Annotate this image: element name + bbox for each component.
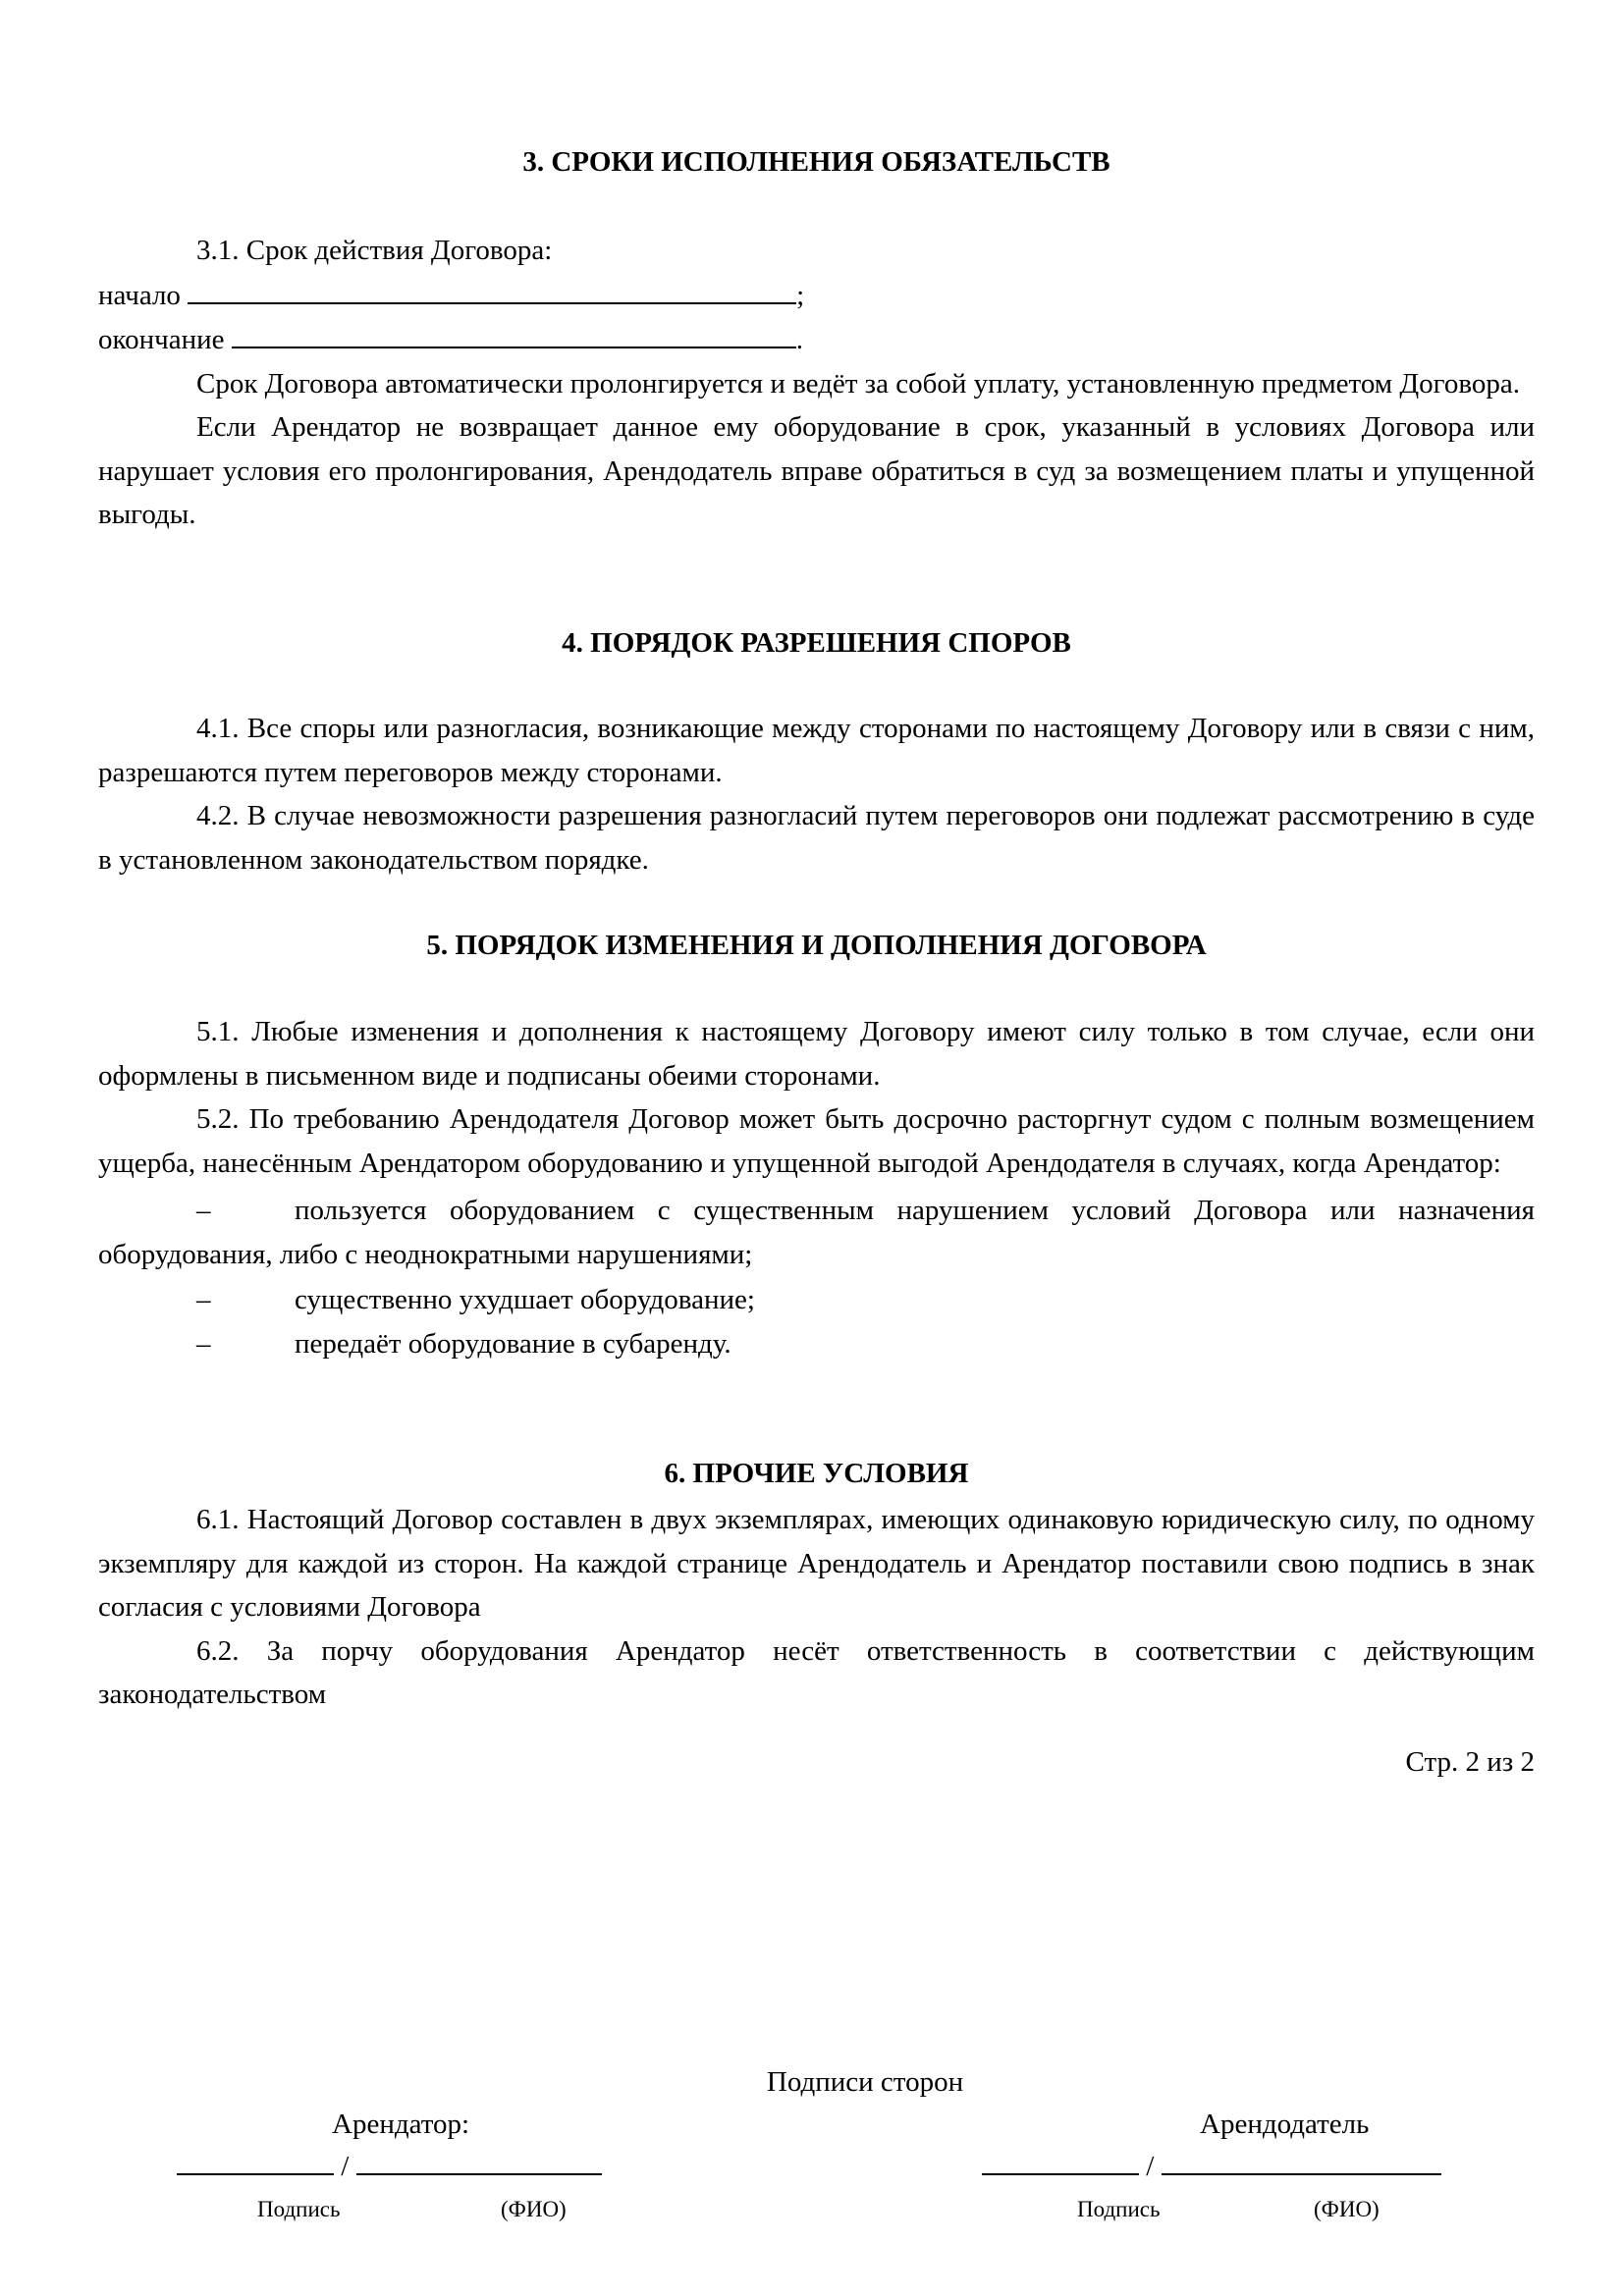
section-6 [98, 1498, 1535, 1717]
bullet-dash: – [196, 1327, 211, 1360]
landlord-name-blank [1162, 2146, 1441, 2175]
clause-3-return: Если Арендатор не возвращает данное ему оборудование в срок, указанный в условиях Договора или нарушает условия его пролонгирования, Арендодатель вправе обратиться в суд за возмещением платы и упущенной выгоды. [98, 411, 1535, 530]
section-4 [98, 707, 1535, 881]
signatures-title: Подписи сторон [766, 2066, 964, 2098]
section-3 [98, 229, 1535, 537]
bullet-item [98, 1189, 1535, 1276]
end-date-line [98, 317, 1535, 362]
clause-3-prolong: Срок Договора автоматически пролонгируется и ведёт за собой уплату, установленную предметом Договора. [196, 367, 1520, 400]
clause-5-1: 5.1. Любые изменения и дополнения к настоящему Договору имеют силу только в том случае, если они оформлены в письменном виде и подписаны обеими сторонами. [98, 1016, 1535, 1092]
tenant-sign-caption: Подпись [257, 2197, 341, 2221]
bullet-dash: – [196, 1195, 211, 1226]
start-label: начало [98, 279, 181, 311]
bullet-dash: – [196, 1284, 211, 1315]
bullet-text: существенно ухудшает оборудование; [295, 1284, 755, 1315]
landlord-sign-caption: Подпись [1077, 2197, 1161, 2221]
start-punct: ; [796, 279, 805, 311]
bullet-text: передаёт оборудование в субаренду. [295, 1327, 731, 1360]
start-date-blank [188, 273, 796, 304]
clause-5-2: 5.2. По требованию Арендодателя Договор может быть досрочно расторгнут судом с полным возмещением ущерба, нанесённым Арендатором оборудованию и упущенной выгодой Арендодателя в случаях, когда Арендатор: [98, 1103, 1535, 1179]
bullet-text: пользуется оборудованием с существенным нарушением условий Договора или назначения оборудования, либо с неоднократными нарушениями; [98, 1195, 1535, 1270]
tenant-name-caption: (ФИО) [501, 2197, 567, 2221]
bullet-item [98, 1322, 1535, 1366]
slash: / [341, 2151, 350, 2182]
section-6-title: 6. ПРОЧИЕ УСЛОВИЯ [664, 1458, 969, 1489]
section-3-title: 3. СРОКИ ИСПОЛНЕНИЯ ОБЯЗАТЕЛЬСТВ [522, 146, 1110, 178]
section-5-title: 5. ПОРЯДОК ИЗМЕНЕНИЯ И ДОПОЛНЕНИЯ ДОГОВОРА [426, 930, 1207, 961]
section-4-title: 4. ПОРЯДОК РАЗРЕШЕНИЯ СПОРОВ [562, 627, 1071, 659]
tenant-sign-blank [177, 2146, 334, 2175]
tenant-signature-line [177, 2146, 602, 2186]
clause-3-1: 3.1. Срок действия Договора: [196, 235, 553, 266]
tenant-name-blank [356, 2146, 602, 2175]
clause-4-2: 4.2. В случае невозможности разрешения разногласий путем переговоров они подлежат рассмотрению в суде в установленном законодательством порядке. [98, 800, 1535, 876]
bullet-item [98, 1278, 1535, 1322]
landlord-sign-blank [982, 2146, 1139, 2175]
landlord-name-caption: (ФИО) [1314, 2197, 1380, 2221]
end-label: окончание [98, 324, 225, 355]
page-number: Стр. 2 из 2 [1405, 1746, 1535, 1778]
landlord-signature-line [982, 2146, 1441, 2186]
clause-6-2: 6.2. За порчу оборудования Арендатор несёт ответственность в соответствии с действующим законодательством [98, 1634, 1535, 1710]
tenant-label: Арендатор: [332, 2109, 470, 2140]
end-punct: . [795, 324, 804, 355]
end-date-blank [232, 317, 796, 348]
start-date-line [98, 273, 1535, 318]
clause-6-1: 6.1. Настоящий Договор составлен в двух экземплярах, имеющих одинаковую юридическую силу, по одному экземпляру для каждой из сторон. На каждой странице Арендодатель и Арендатор поставили свою подпись в знак согласия с условиями Договора [98, 1504, 1535, 1623]
landlord-label: Арендодатель [1200, 2109, 1370, 2140]
clause-4-1: 4.1. Все споры или разногласия, возникающие между сторонами по настоящему Договору или в связи с ним, разрешаются путем переговоров между сторонами. [98, 713, 1535, 788]
section-5 [98, 1010, 1535, 1365]
slash: / [1146, 2151, 1155, 2182]
